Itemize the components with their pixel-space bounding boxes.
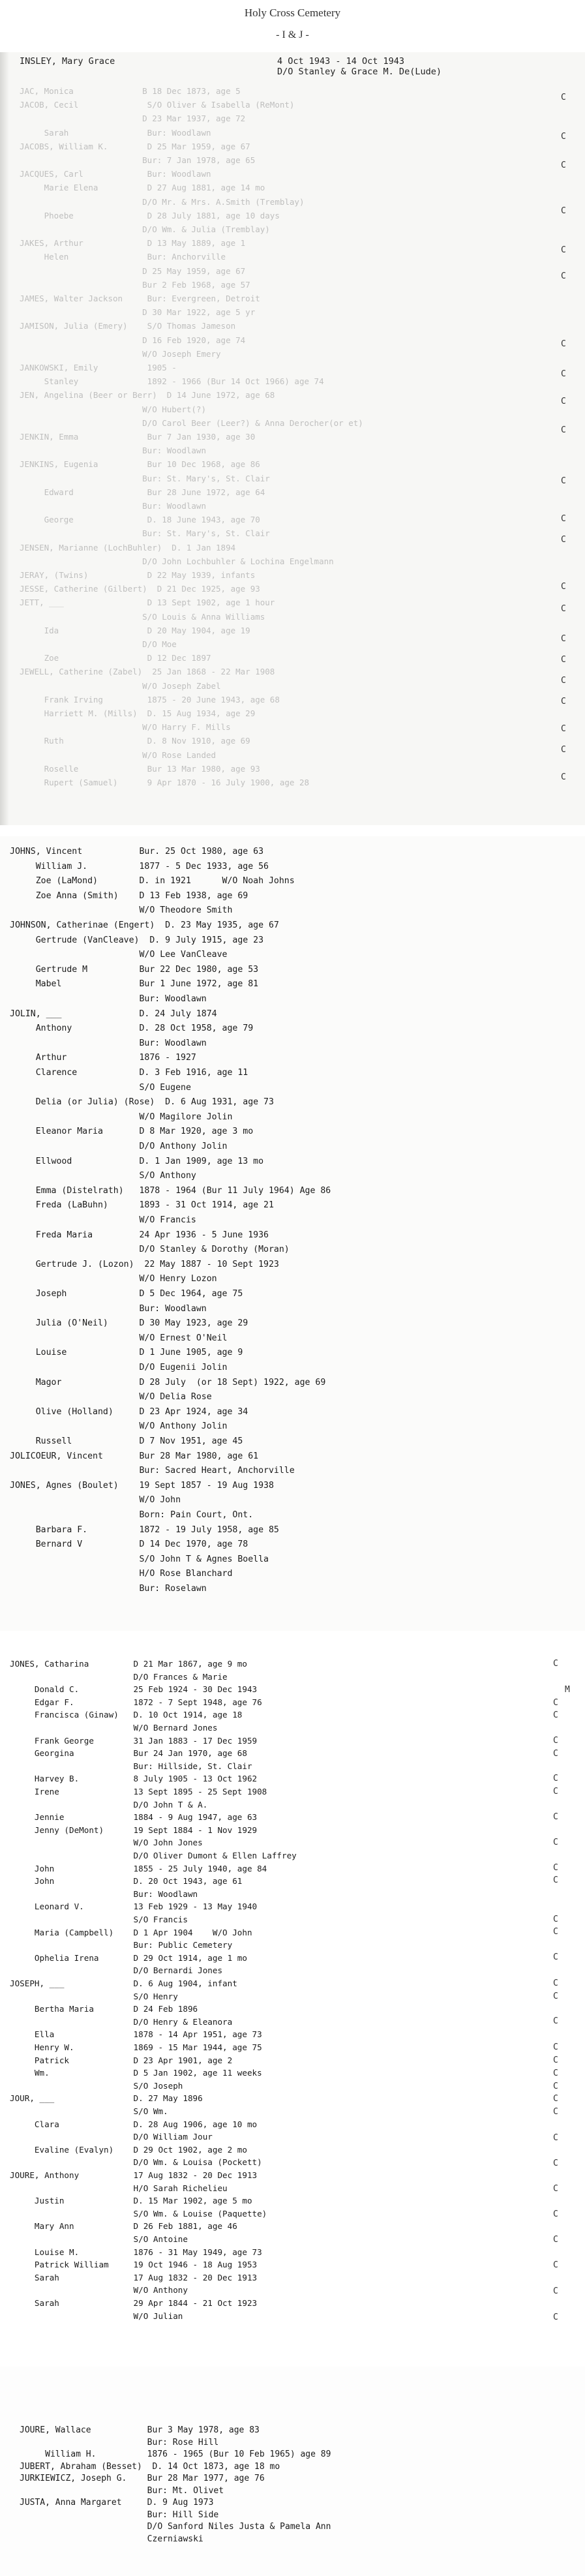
- faded-entry-line: Helen Bur: Anchorville: [20, 252, 226, 262]
- faded-entry-line: JACQUES, Carl Bur: Woodlawn: [20, 169, 211, 179]
- section-2-entry-line: Olive (Holland) D 23 Apr 1924, age 34: [10, 1406, 248, 1417]
- section-2-entry-line: JOLIN, ___ D. 24 July 1874: [10, 1008, 217, 1019]
- section-2-entry-line: W/O Theodore Smith: [10, 905, 233, 916]
- faded-entry-line: Edward Bur 28 June 1972, age 64: [20, 487, 265, 497]
- status-mark: C: [553, 2133, 558, 2143]
- faded-entry-line: Stanley 1892 - 1966 (Bur 14 Oct 1966) age 74: [20, 376, 324, 387]
- section-2-entry-line: Bur: Woodlawn: [10, 1038, 207, 1048]
- section-4-entry-line: JOURE, Wallace Bur 3 May 1978, age 83: [20, 2425, 260, 2435]
- faded-entry-line: D/O John Lochbuhler & Lochina Engelmann: [20, 556, 334, 566]
- section-2-entry-line: D/O Anthony Jolin: [10, 1142, 228, 1151]
- status-mark: C: [561, 655, 566, 665]
- faded-entry-line: W/O Joseph Emery: [20, 348, 221, 359]
- section-3-entry-line: W/O Julian: [10, 2311, 183, 2321]
- faded-entry-line: Harriett M. (Mills) D. 15 Aug 1934, age 29: [20, 708, 256, 718]
- status-mark: C: [553, 1749, 558, 1759]
- status-mark: C: [553, 1978, 558, 1988]
- section-4-entry-line: JUSTA, Anna Margaret D. 9 Aug 1973: [20, 2498, 214, 2508]
- status-mark: C: [561, 676, 566, 686]
- section-2-entry-line: Louise D 1 June 1905, age 9: [10, 1348, 243, 1358]
- section-3-entry-line: JOURE, Anthony 17 Aug 1832 - 20 Dec 1913: [10, 2170, 258, 2180]
- faded-entry-line: George D. 18 June 1943, age 70: [20, 515, 260, 525]
- section-2-entry-line: Freda (LaBuhn) 1893 - 31 Oct 1914, age 21: [10, 1200, 274, 1211]
- status-mark: C: [553, 2082, 558, 2091]
- section-3-entry-line: Wm. D 5 Jan 1902, age 11 weeks: [10, 2068, 262, 2078]
- section-3-entry-line: Clara D. 28 Aug 1906, age 10 mo: [10, 2119, 258, 2129]
- status-mark: M: [565, 1685, 570, 1695]
- faded-entry-line: W/O Harry F. Mills: [20, 722, 231, 733]
- status-mark: C: [553, 2094, 558, 2104]
- faded-entry-line: S/O Louis & Anna Williams: [20, 611, 265, 622]
- section-2-entry-line: JOLICOEUR, Vincent Bur 28 Mar 1980, age 61: [10, 1451, 259, 1461]
- section-2-entry-line: W/O Francis: [10, 1215, 196, 1225]
- section-3-entry-line: Henry W. 1869 - 15 Mar 1944, age 75: [10, 2042, 262, 2052]
- status-mark: C: [561, 132, 566, 142]
- status-mark: C: [553, 2184, 558, 2194]
- status-mark: C: [561, 697, 566, 706]
- section-3-entry-line: Evaline (Evalyn) D 29 Oct 1902, age 2 mo: [10, 2144, 247, 2155]
- status-mark: C: [553, 2209, 558, 2219]
- insley-dates: 4 Oct 1943 - 14 Oct 1943: [277, 56, 405, 67]
- scan-page-2: [0, 836, 585, 1631]
- status-mark: C: [553, 1838, 558, 1847]
- status-mark: C: [553, 2016, 558, 2026]
- faded-entry-line: Bur: Woodlawn: [20, 446, 206, 456]
- section-3-entry-line: Patrick D 23 Apr 1901, age 2: [10, 2055, 233, 2065]
- status-mark: C: [553, 1812, 558, 1822]
- section-3-entry-line: H/O Sarah Richelieu: [10, 2183, 228, 2193]
- status-mark: C: [561, 93, 566, 102]
- status-mark: C: [553, 2312, 558, 2322]
- status-mark: C: [561, 271, 566, 281]
- faded-entry-line: JENKIN, Emma Bur 7 Jan 1930, age 30: [20, 432, 256, 442]
- section-2-entry-line: Bur: Roselawn: [10, 1584, 207, 1594]
- section-3-entry-line: S/O Antoine: [10, 2234, 188, 2244]
- section-4-entry-line: William H. 1876 - 1965 (Bur 10 Feb 1965) age 89: [20, 2449, 331, 2459]
- section-3-entry-line: JOUR, ___ D. 27 May 1896: [10, 2093, 203, 2104]
- status-mark: C: [561, 206, 566, 216]
- faded-entry-line: W/O Rose Landed: [20, 750, 217, 760]
- section-2-entry-line: W/O Lee VanCleave: [10, 950, 228, 960]
- section-4-entry-line: JURKIEWICZ, Joseph G. Bur 28 Mar 1977, age 76: [20, 2474, 265, 2483]
- faded-entry-line: D/O Mr. & Mrs. A.Smith (Tremblay): [20, 196, 305, 207]
- section-3-entry-line: Sarah 17 Aug 1832 - 20 Dec 1913: [10, 2272, 258, 2282]
- faded-entry-line: JANKOWSKI, Emily 1905 -: [20, 363, 177, 372]
- status-mark: C: [553, 2042, 558, 2052]
- status-mark: C: [553, 1710, 558, 1720]
- section-3-entry-line: D/O Bernardi Jones: [10, 1965, 223, 1976]
- section-3-entry-line: Donald C. 25 Feb 1924 - 30 Dec 1943: [10, 1684, 258, 1695]
- section-2-entry-line: JOHNS, Vincent Bur. 25 Oct 1980, age 63: [10, 847, 264, 856]
- section-2-entry-line: Zoe Anna (Smith) D 13 Feb 1938, age 69: [10, 890, 248, 901]
- status-mark: C: [561, 582, 566, 592]
- status-mark: C: [561, 425, 566, 435]
- status-mark: C: [553, 1736, 558, 1746]
- status-mark: C: [561, 535, 566, 545]
- faded-entry-line: Zoe D 12 Dec 1897: [20, 653, 211, 663]
- status-mark: C: [553, 1698, 558, 1708]
- section-2-entry-line: Clarence D. 3 Feb 1916, age 11: [10, 1068, 248, 1078]
- section-3-entry-line: S/O Wm.: [10, 2106, 168, 2116]
- faded-entry-line: D 30 Mar 1922, age 5 yr: [20, 307, 256, 318]
- section-2-entry-line: D/O Stanley & Dorothy (Moran): [10, 1245, 290, 1255]
- status-mark: C: [553, 1992, 558, 2001]
- section-3-entry-line: Bertha Maria D 24 Feb 1896: [10, 2004, 198, 2014]
- section-3-entry-line: W/O Bernard Jones: [10, 1723, 218, 1733]
- section-3-entry-line: Francisca (Ginaw) D. 10 Oct 1914, age 18: [10, 1710, 243, 1720]
- status-mark: C: [561, 634, 566, 644]
- status-mark: C: [553, 2286, 558, 2296]
- section-2-entry-line: Gertrude J. (Lozon) 22 May 1887 - 10 Sept 1923: [10, 1259, 279, 1269]
- section-3-entry-line: S/O Henry: [10, 1991, 178, 2001]
- section-3-entry-line: W/O Anthony: [10, 2285, 188, 2296]
- faded-entry-line: D/O Wm. & Julia (Tremblay): [20, 224, 270, 234]
- section-3-entry-line: Edgar F. 1872 - 7 Sept 1948, age 76: [10, 1697, 262, 1707]
- status-mark: C: [561, 745, 566, 755]
- section-2-entry-line: Barbara F. 1872 - 19 July 1958, age 85: [10, 1524, 279, 1535]
- section-4-entry-line: JUBERT, Abraham (Besset) D. 14 Oct 1873, age 18 mo: [20, 2461, 280, 2472]
- faded-entry-line: JACOBS, William K. D 25 Mar 1959, age 67: [20, 141, 250, 151]
- section-2-entry-line: Bur: Sacred Heart, Anchorville: [10, 1466, 295, 1476]
- scan-page-3: [0, 1647, 585, 2348]
- status-mark: C: [553, 2235, 558, 2245]
- faded-entry-line: Bur: Woodlawn: [20, 501, 206, 511]
- scan-page-4: [0, 2367, 585, 2576]
- section-2-entry-line: Magor D 28 July (or 18 Sept) 1922, age 69: [10, 1377, 326, 1387]
- section-2-entry-line: H/O Rose Blanchard: [10, 1569, 233, 1579]
- section-3-entry-line: Maria (Campbell) D 1 Apr 1904 W/O John: [10, 1927, 252, 1937]
- insley-parents: D/O Stanley & Grace M. De(Lude): [277, 67, 442, 77]
- section-2-entry-line: Bernard V D 14 Dec 1970, age 78: [10, 1539, 248, 1550]
- faded-entry-line: JESSE, Catherine (Gilbert) D 21 Dec 1925, age 93: [20, 584, 260, 594]
- section-2-entry-line: D/O Eugenii Jolin: [10, 1363, 228, 1372]
- faded-entry-line: W/O Hubert(?): [20, 404, 206, 414]
- section-3-entry-line: Louise M. 1876 - 31 May 1949, age 73: [10, 2247, 262, 2257]
- section-2-entry-line: Bur: Woodlawn: [10, 994, 207, 1004]
- section-3-entry-line: JOSEPH, ___ D. 6 Aug 1904, infant: [10, 1978, 237, 1988]
- section-2-entry-line: W/O Ernest O'Neil: [10, 1333, 228, 1343]
- status-mark: C: [553, 1927, 558, 1937]
- status-mark: C: [561, 772, 566, 782]
- scan-page-1: [0, 52, 585, 825]
- section-3-entry-line: Bur: Hillside, St. Clair: [10, 1761, 252, 1771]
- section-3-entry-line: Patrick William 19 Oct 1946 - 18 Aug 1953: [10, 2260, 258, 2270]
- section-2-entry-line: Freda Maria 24 Apr 1936 - 5 June 1936: [10, 1230, 269, 1240]
- section-2-entry-line: Delia (or Julia) (Rose) D. 6 Aug 1931, age 73: [10, 1097, 274, 1108]
- section-2-entry-line: Ellwood D. 1 Jan 1909, age 13 mo: [10, 1156, 264, 1166]
- status-mark: C: [553, 2107, 558, 2117]
- section-2-entry-line: S/O Anthony: [10, 1171, 196, 1181]
- section-2-entry-line: JONES, Agnes (Boulet) 19 Sept 1857 - 19 Aug 1938: [10, 1480, 274, 1491]
- faded-entry-line: W/O Joseph Zabel: [20, 680, 221, 691]
- faded-entry-line: JAC, Monica B 18 Dec 1873, age 5: [20, 86, 241, 96]
- section-2-entry-line: Gertrude M Bur 22 Dec 1980, age 53: [10, 964, 259, 975]
- faded-entry-line: Bur: St. Mary's, St. Clair: [20, 528, 270, 539]
- section-2-entry-line: W/O Magilore Jolin: [10, 1112, 233, 1122]
- section-3-entry-line: Leonard V. 13 Feb 1929 - 13 May 1940: [10, 1902, 258, 1912]
- section-3-entry-line: D/O John T & A.: [10, 1799, 208, 1810]
- faded-entry-line: JENSEN, Marianne (LochBuhler) D. 1 Jan 1894: [20, 542, 236, 553]
- faded-entry-line: Ruth D. 8 Nov 1910, age 69: [20, 736, 250, 746]
- section-3-entry-line: Sarah 29 Apr 1844 - 21 Oct 1923: [10, 2298, 258, 2308]
- status-mark: C: [561, 514, 566, 524]
- faded-entry-line: JERAY, (Twins) D 22 May 1939, infants: [20, 570, 256, 580]
- section-2-entry-line: William J. 1877 - 5 Dec 1933, age 56: [10, 861, 269, 871]
- section-3-entry-line: Mary Ann D 26 Feb 1881, age 46: [10, 2221, 237, 2232]
- section-2-entry-line: Joseph D 5 Dec 1964, age 75: [10, 1289, 243, 1299]
- faded-entry-line: JAMES, Walter Jackson Bur: Evergreen, Detroit: [20, 294, 260, 303]
- status-mark: C: [553, 1787, 558, 1796]
- faded-entry-line: Rupert (Samuel) 9 Apr 1870 - 16 July 1900, age 28: [20, 778, 310, 787]
- section-2-entry-line: W/O John: [10, 1495, 181, 1506]
- insley-name: INSLEY, Mary Grace: [20, 56, 115, 67]
- faded-entry-line: JETT, ___ D 13 Sept 1902, age 1 hour: [20, 598, 275, 608]
- status-mark: C: [561, 369, 566, 379]
- status-mark: C: [553, 1952, 558, 1962]
- status-mark: C: [561, 476, 566, 486]
- faded-entry-line: D 23 Mar 1937, age 72: [20, 114, 246, 124]
- page-number: - I & J -: [276, 29, 309, 40]
- section-2-entry-line: Eleanor Maria D 8 Mar 1920, age 3 mo: [10, 1127, 254, 1137]
- status-mark: C: [561, 397, 566, 406]
- section-3-entry-line: D/O Frances & Marie: [10, 1671, 228, 1682]
- section-4-entry-line: Czerniawski: [20, 2534, 203, 2544]
- faded-entry-line: Ida D 20 May 1904, age 19: [20, 625, 250, 635]
- faded-entry-line: Bur: St. Mary's, St. Clair: [20, 473, 270, 483]
- status-mark: C: [561, 724, 566, 734]
- faded-entry-line: D/O Carol Beer (Leer?) & Anna Derocher(or et): [20, 417, 363, 428]
- section-2-entry-line: Russell D 7 Nov 1951, age 45: [10, 1436, 243, 1446]
- faded-entry-line: Phoebe D 28 July 1881, age 10 days: [20, 210, 280, 220]
- section-2-entry-line: Zoe (LaMond) D. in 1921 W/O Noah Johns: [10, 876, 295, 886]
- section-3-entry-line: Ella 1878 - 14 Apr 1951, age 73: [10, 2029, 262, 2040]
- section-2-entry-line: W/O Delia Rose: [10, 1392, 212, 1402]
- section-3-entry-line: Jenny (DeMont) 19 Sept 1884 - 1 Nov 1929: [10, 1825, 258, 1835]
- section-2-entry-line: Gertrude (VanCleave) D. 9 July 1915, age 23: [10, 935, 264, 945]
- section-4-entry-line: Bur: Rose Hill: [20, 2437, 219, 2447]
- status-mark: C: [561, 245, 566, 255]
- section-3-entry-line: D/O William Jour: [10, 2132, 213, 2142]
- status-mark: C: [553, 1915, 558, 1924]
- faded-entry-line: Marie Elena D 27 Aug 1881, age 14 mo: [20, 183, 265, 193]
- section-2-entry-line: Mabel Bur 1 June 1972, age 81: [10, 979, 259, 990]
- faded-entry-line: Frank Irving 1875 - 20 June 1943, age 68: [20, 694, 280, 705]
- status-mark: C: [553, 1875, 558, 1885]
- faded-entry-line: Bur: 7 Jan 1978, age 65: [20, 155, 256, 165]
- faded-entry-line: JACOB, Cecil S/O Oliver & Isabella (ReMont): [20, 100, 295, 110]
- section-2-entry-line: S/O Eugene: [10, 1082, 191, 1093]
- section-3-entry-line: W/O John Jones: [10, 1838, 203, 1848]
- section-3-entry-line: S/O Joseph: [10, 2080, 183, 2091]
- section-3-entry-line: John 1855 - 25 July 1940, age 84: [10, 1863, 267, 1873]
- section-3-entry-line: D/O Wm. & Louisa (Pockett): [10, 2157, 262, 2168]
- status-mark: C: [561, 160, 566, 170]
- faded-entry-line: JENKINS, Eugenia Bur 10 Dec 1968, age 86: [20, 459, 260, 470]
- faded-entry-line: JAKES, Arthur D 13 May 1889, age 1: [20, 238, 246, 249]
- section-3-entry-line: Harvey B. 8 July 1905 - 13 Oct 1962: [10, 1774, 258, 1784]
- section-4-entry-line: D/O Sanford Niles Justa & Pamela Ann: [20, 2522, 331, 2532]
- status-mark: C: [553, 2055, 558, 2065]
- faded-entry-line: JEWELL, Catherine (Zabel) 25 Jan 1868 - 22 Mar 1908: [20, 667, 275, 677]
- section-3-entry-line: Georgina Bur 24 Jan 1970, age 68: [10, 1748, 247, 1759]
- faded-entry-line: JAMISON, Julia (Emery) S/O Thomas Jameson: [20, 321, 236, 331]
- section-3-entry-line: JONES, Catharina D 21 Mar 1867, age 9 mo: [10, 1659, 247, 1669]
- section-2-entry-line: Bur: Woodlawn: [10, 1303, 207, 1314]
- section-3-entry-line: Bur: Woodlawn: [10, 1888, 198, 1899]
- faded-entry-line: D 25 May 1959, age 67: [20, 265, 246, 276]
- section-2-entry-line: JOHNSON, Catherinae (Engert) D. 23 May 1935, age 67: [10, 920, 279, 930]
- section-3-entry-line: D/O Oliver Dumont & Ellen Laffrey: [10, 1851, 297, 1860]
- section-2-entry-line: Emma (Distelrath) 1878 - 1964 (Bur 11 July 1964) Age 86: [10, 1185, 331, 1196]
- section-3-entry-line: S/O Wm. & Louise (Paquette): [10, 2208, 267, 2219]
- section-3-entry-line: S/O Francis: [10, 1915, 188, 1924]
- status-mark: C: [553, 2260, 558, 2270]
- section-2-entry-line: Arthur 1876 - 1927: [10, 1053, 196, 1063]
- status-mark: C: [553, 2068, 558, 2078]
- section-2-entry-line: S/O John T & Agnes Boella: [10, 1554, 269, 1564]
- faded-entry-line: D 16 Feb 1920, age 74: [20, 335, 246, 345]
- status-mark: C: [561, 339, 566, 349]
- section-3-entry-line: Ophelia Irena D 29 Oct 1914, age 1 mo: [10, 1952, 247, 1963]
- section-4-entry-line: Bur: Mt. Olivet: [20, 2485, 224, 2496]
- faded-entry-line: D/O Moe: [20, 639, 177, 649]
- section-3-entry-line: Jennie 1884 - 9 Aug 1947, age 63: [10, 1812, 258, 1823]
- section-2-entry-line: Julia (O'Neil) D 30 May 1923, age 29: [10, 1318, 248, 1329]
- section-3-entry-line: John D. 20 Oct 1943, age 61: [10, 1876, 243, 1887]
- section-3-entry-line: Bur: Public Cemetery: [10, 1940, 233, 1950]
- section-3-entry-line: Justin D. 15 Mar 1902, age 5 mo: [10, 2196, 252, 2206]
- faded-entry-line: JEN, Angelina (Beer or Berr) D 14 June 1972, age 68: [20, 390, 275, 401]
- faded-entry-line: Roselle Bur 13 Mar 1980, age 93: [20, 763, 260, 774]
- status-mark: C: [561, 604, 566, 614]
- section-3-entry-line: D/O Henry & Eleanora: [10, 2016, 233, 2027]
- status-mark: C: [553, 2159, 558, 2168]
- faded-entry-line: Bur 2 Feb 1968, age 57: [20, 279, 250, 290]
- status-mark: C: [553, 1774, 558, 1783]
- section-2-entry-line: W/O Henry Lozon: [10, 1274, 217, 1284]
- status-mark: C: [553, 1863, 558, 1873]
- faded-entry-line: Sarah Bur: Woodlawn: [20, 127, 211, 138]
- section-4-entry-line: Bur: Hill Side: [20, 2509, 219, 2520]
- status-mark: C: [553, 1659, 558, 1669]
- scan-edge-shadow: [0, 52, 9, 825]
- section-2-entry-line: Born: Pain Court, Ont.: [10, 1510, 254, 1520]
- section-2-entry-line: Anthony D. 28 Oct 1958, age 79: [10, 1023, 254, 1034]
- section-3-entry-line: Frank George 31 Jan 1883 - 17 Dec 1959: [10, 1735, 258, 1746]
- page-title: Holy Cross Cemetery: [244, 7, 341, 19]
- section-3-entry-line: Irene 13 Sept 1895 - 25 Sept 1908: [10, 1787, 267, 1796]
- section-2-entry-line: W/O Anthony Jolin: [10, 1421, 228, 1432]
